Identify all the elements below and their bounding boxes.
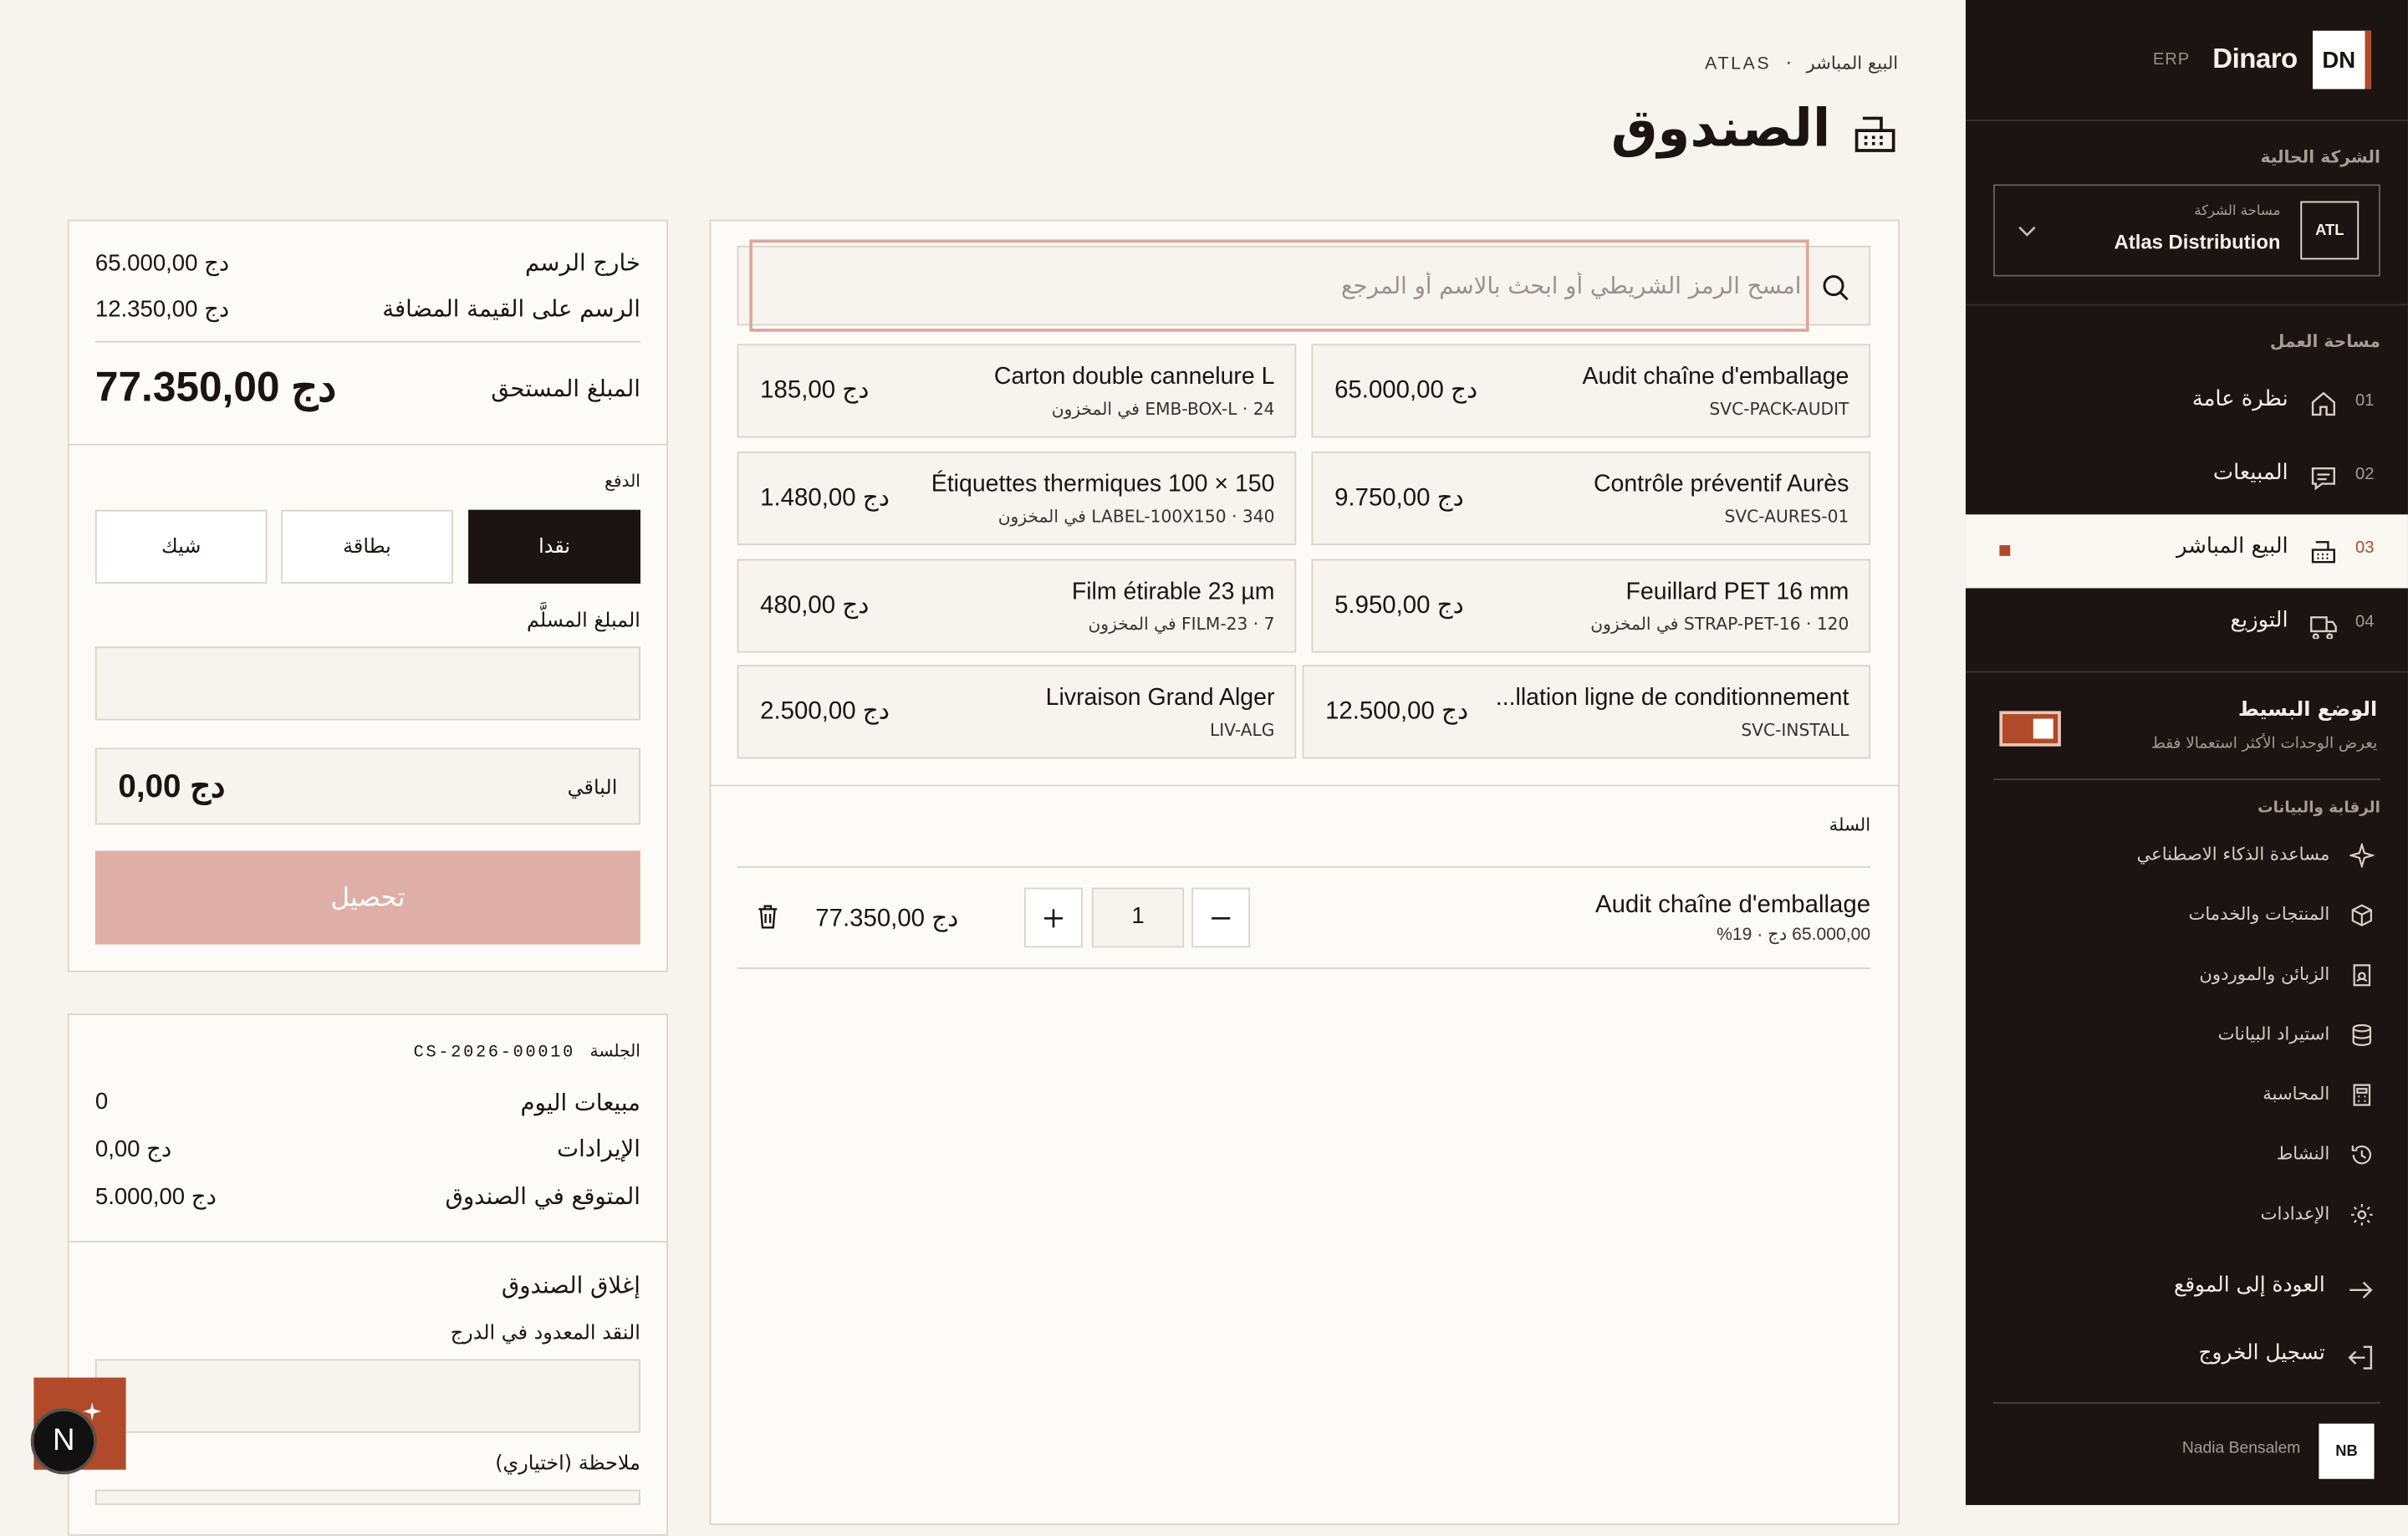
product-price: 480,00 دج [760, 592, 870, 620]
register-icon [2309, 538, 2337, 565]
product-price: 185,00 دج [760, 377, 870, 405]
note-label: ملاحظة (اختياري) [495, 1452, 640, 1477]
divider [710, 785, 1900, 787]
amount-due-row [95, 364, 640, 411]
pay-card-button[interactable]: بطاقة [281, 510, 453, 584]
sidebar-item-label: الزبائن والموردون [2199, 962, 2330, 985]
product-sku: SVC-AURES-01 [1724, 507, 1849, 527]
close-register-title: إغلاق الصندوق [501, 1271, 640, 1299]
logout-icon [2346, 1344, 2374, 1371]
breadcrumb [1705, 52, 1898, 74]
divider [95, 341, 640, 343]
sidebar-item-label: مساعدة الذكاء الاصطناعي [2136, 843, 2330, 865]
sidebar-item-products[interactable] [1966, 894, 2408, 940]
toggle-knob [2033, 719, 2053, 739]
company-section-label: الشركة الحالية [2260, 147, 2380, 168]
simple-mode-toggle[interactable] [1999, 711, 2060, 746]
divider [1966, 671, 2408, 673]
nav-number: 01 [2355, 391, 2375, 411]
home-icon [2309, 390, 2337, 418]
product-sku: EMB-BOX-L · 24 في المخزون [1051, 399, 1275, 420]
truck-icon [2309, 611, 2337, 639]
payment-label: الدفع [605, 471, 640, 492]
product-card[interactable] [1312, 452, 1871, 545]
product-sku: FILM-23 · 7 في المخزون [1088, 614, 1275, 635]
minus-icon [1210, 907, 1232, 929]
breadcrumb-company[interactable]: ATLAS [1705, 55, 1772, 74]
plus-icon [1043, 907, 1064, 929]
product-card[interactable] [737, 559, 1297, 653]
calculator-icon [2349, 1083, 2374, 1107]
quantity-input[interactable]: 1 [1092, 888, 1184, 948]
product-card[interactable] [1312, 559, 1871, 653]
nav-label: نظرة عامة [2191, 386, 2288, 412]
active-indicator [1999, 545, 2010, 556]
remaining-value: 0,00 دج [118, 769, 226, 805]
user-name: Nadia Bensalem [2181, 1438, 2301, 1458]
contacts-icon [2349, 963, 2374, 987]
cart-label: السلة [1829, 814, 1871, 836]
counted-cash-field[interactable] [95, 1359, 640, 1432]
arrow-right-icon [2346, 1276, 2374, 1304]
total-tva-value: 12.350,00 دج [94, 296, 230, 323]
logout-link[interactable] [1966, 1334, 2408, 1380]
total-ht-value: 65.000,00 دج [94, 250, 230, 277]
cart-item-name: Audit chaîne d'emballage [1594, 892, 1871, 919]
chevron-down-icon [2017, 220, 2038, 242]
sidebar-item-ai-assist[interactable] [1966, 834, 2408, 880]
simple-mode-description: يعرض الوحدات الأكثر استعمالا فقط [2150, 735, 2378, 753]
product-sku: LIV-ALG [1210, 720, 1275, 741]
product-card[interactable] [737, 452, 1297, 545]
box-icon [2349, 903, 2374, 927]
company-badge: ATL [2300, 202, 2359, 260]
revenue-label: الإيرادات [557, 1135, 640, 1163]
company-name: Atlas Distribution [2114, 230, 2281, 254]
nav-number: 03 [2355, 538, 2375, 558]
product-name: Feuillard PET 16 mm [1625, 579, 1849, 605]
product-card[interactable] [1312, 344, 1871, 437]
product-name: Carton double cannelure L [993, 364, 1275, 390]
sidebar-item-label: الإعدادات [2260, 1202, 2330, 1224]
expected-cash-row [95, 1182, 640, 1210]
product-card[interactable] [737, 344, 1297, 437]
nav-item-distribution[interactable] [1966, 588, 2408, 661]
sidebar-item-import[interactable] [1966, 1013, 2408, 1059]
nav-number: 02 [2355, 465, 2375, 484]
back-to-site-label: العودة إلى الموقع [2173, 1273, 2325, 1299]
session-id: CS-2026-00010 [413, 1044, 576, 1063]
sales-today-row [95, 1089, 640, 1116]
total-ht-label: خارج الرسم [524, 248, 640, 277]
divider [68, 444, 668, 446]
session-row [414, 1041, 640, 1063]
search-focus-ring [749, 240, 1809, 332]
database-icon [2349, 1023, 2374, 1047]
search-icon[interactable] [1819, 272, 1850, 303]
brand-name: Dinaro [2212, 43, 2298, 74]
product-name: Audit chaîne d'emballage [1582, 364, 1849, 390]
company-switcher[interactable] [1993, 184, 2380, 276]
decrease-qty-button[interactable] [1191, 888, 1250, 948]
product-card[interactable] [737, 665, 1297, 758]
product-name: Film étirable 23 µm [1071, 579, 1275, 605]
received-amount-label: المبلغ المسلَّم [526, 610, 640, 633]
brand-erp-tag: ERP [2152, 50, 2191, 69]
nav-label: التوزيع [2230, 608, 2288, 633]
product-price: 5.950,00 دج [1334, 592, 1464, 620]
cash-register-icon [1852, 110, 1898, 156]
product-name: Contrôle préventif Aurès [1593, 471, 1849, 498]
product-name: ...llation ligne de conditionnement [1495, 685, 1849, 712]
total-ht-row [95, 249, 640, 277]
session-label: الجلسة [589, 1041, 640, 1062]
nav-label: المبيعات [2212, 461, 2288, 486]
collect-button[interactable]: تحصيل [95, 851, 640, 945]
back-to-site-link[interactable] [1966, 1267, 2408, 1313]
divider [68, 1241, 668, 1243]
sidebar-item-label: استيراد البيانات [2217, 1023, 2330, 1044]
control-section-label: الرقابة والبيانات [2258, 799, 2380, 818]
nav-item-direct-sale[interactable] [1966, 514, 2408, 588]
sales-icon [2309, 464, 2337, 492]
company-space-label: مساحة الشركة [2194, 204, 2281, 220]
breadcrumb-page[interactable]: البيع المباشر [1806, 52, 1899, 74]
sales-today-value: 0 [94, 1089, 109, 1115]
sales-today-label: مبيعات اليوم [520, 1089, 640, 1117]
sidebar [1966, 0, 2408, 1505]
expected-cash-label: المتوقع في الصندوق [445, 1182, 640, 1211]
total-tva-row [95, 295, 640, 323]
product-price: 9.750,00 دج [1334, 485, 1464, 512]
sidebar-item-label: النشاط [2276, 1142, 2330, 1165]
remaining-label: الباقي [567, 777, 618, 800]
sidebar-item-contacts[interactable] [1966, 954, 2408, 1000]
product-sku: SVC-INSTALL [1741, 720, 1849, 741]
product-price: 65.000,00 دج [1334, 377, 1478, 405]
divider [737, 866, 1870, 868]
divider [1993, 1402, 2380, 1404]
sparkle-icon [2349, 843, 2374, 867]
cart-item-price-tax: 65.000,00 دج · 19% [1717, 926, 1871, 945]
product-sku: LABEL-100X150 · 340 في المخزون [997, 507, 1275, 527]
product-price: 12.500,00 دج [1325, 698, 1469, 725]
page-title: الصندوق [1610, 98, 1831, 161]
product-price: 2.500,00 دج [760, 698, 890, 725]
nav-label: البيع المباشر [2176, 534, 2288, 559]
expected-cash-value: 5.000,00 دج [94, 1184, 217, 1211]
remaining-box [95, 748, 640, 824]
workspace-section-label: مساحة العمل [2269, 331, 2380, 352]
cart-item-total: 77.350,00 دج [815, 906, 959, 932]
divider [1993, 778, 2380, 780]
sidebar-item-label: المنتجات والخدمات [2188, 902, 2330, 925]
sidebar-item-accounting[interactable] [1966, 1074, 2408, 1120]
product-name: Livraison Grand Alger [1045, 685, 1275, 712]
increase-qty-button[interactable] [1024, 888, 1083, 948]
sidebar-item-activity[interactable] [1966, 1133, 2408, 1179]
dev-badge[interactable]: N [31, 1408, 97, 1474]
pay-cheque-button[interactable]: شيك [95, 510, 268, 584]
total-tva-label: الرسم على القيمة المضافة [382, 294, 640, 323]
brand-logo[interactable]: DN [2313, 31, 2371, 89]
sidebar-item-label: المحاسبة [2263, 1082, 2330, 1105]
amount-due-label: المبلغ المستحق [491, 374, 640, 402]
trash-icon[interactable] [754, 903, 782, 931]
divider [737, 967, 1870, 969]
breadcrumb-separator: · [1786, 52, 1792, 74]
history-icon [2349, 1143, 2374, 1167]
pay-cash-button[interactable]: نقدا [468, 510, 640, 584]
product-card[interactable] [1303, 665, 1871, 758]
product-price: 1.480,00 دج [760, 485, 890, 512]
nav-item-overview[interactable] [1966, 367, 2408, 441]
divider [1966, 304, 2408, 306]
amount-due-value: 77.350,00 دج [94, 364, 337, 411]
gear-icon [2349, 1202, 2374, 1227]
product-sku: SVC-PACK-AUDIT [1709, 399, 1849, 420]
divider [1966, 120, 2408, 121]
note-field[interactable] [95, 1490, 640, 1505]
counted-cash-label: النقد المعدود في الدرج [450, 1322, 640, 1345]
logout-label: تسجيل الخروج [2198, 1340, 2325, 1365]
simple-mode-title: الوضع البسيط [2237, 698, 2378, 722]
sidebar-item-settings[interactable] [1966, 1193, 2408, 1239]
revenue-value: 0,00 دج [94, 1136, 172, 1163]
avatar[interactable]: NB [2319, 1424, 2374, 1479]
nav-number: 04 [2355, 612, 2375, 631]
revenue-row [95, 1135, 640, 1162]
nav-item-sales[interactable] [1966, 441, 2408, 514]
received-amount-field[interactable] [95, 646, 640, 720]
product-sku: STRAP-PET-16 · 120 في المخزون [1590, 614, 1849, 635]
product-name: Étiquettes thermiques 100 × 150 [931, 471, 1275, 498]
